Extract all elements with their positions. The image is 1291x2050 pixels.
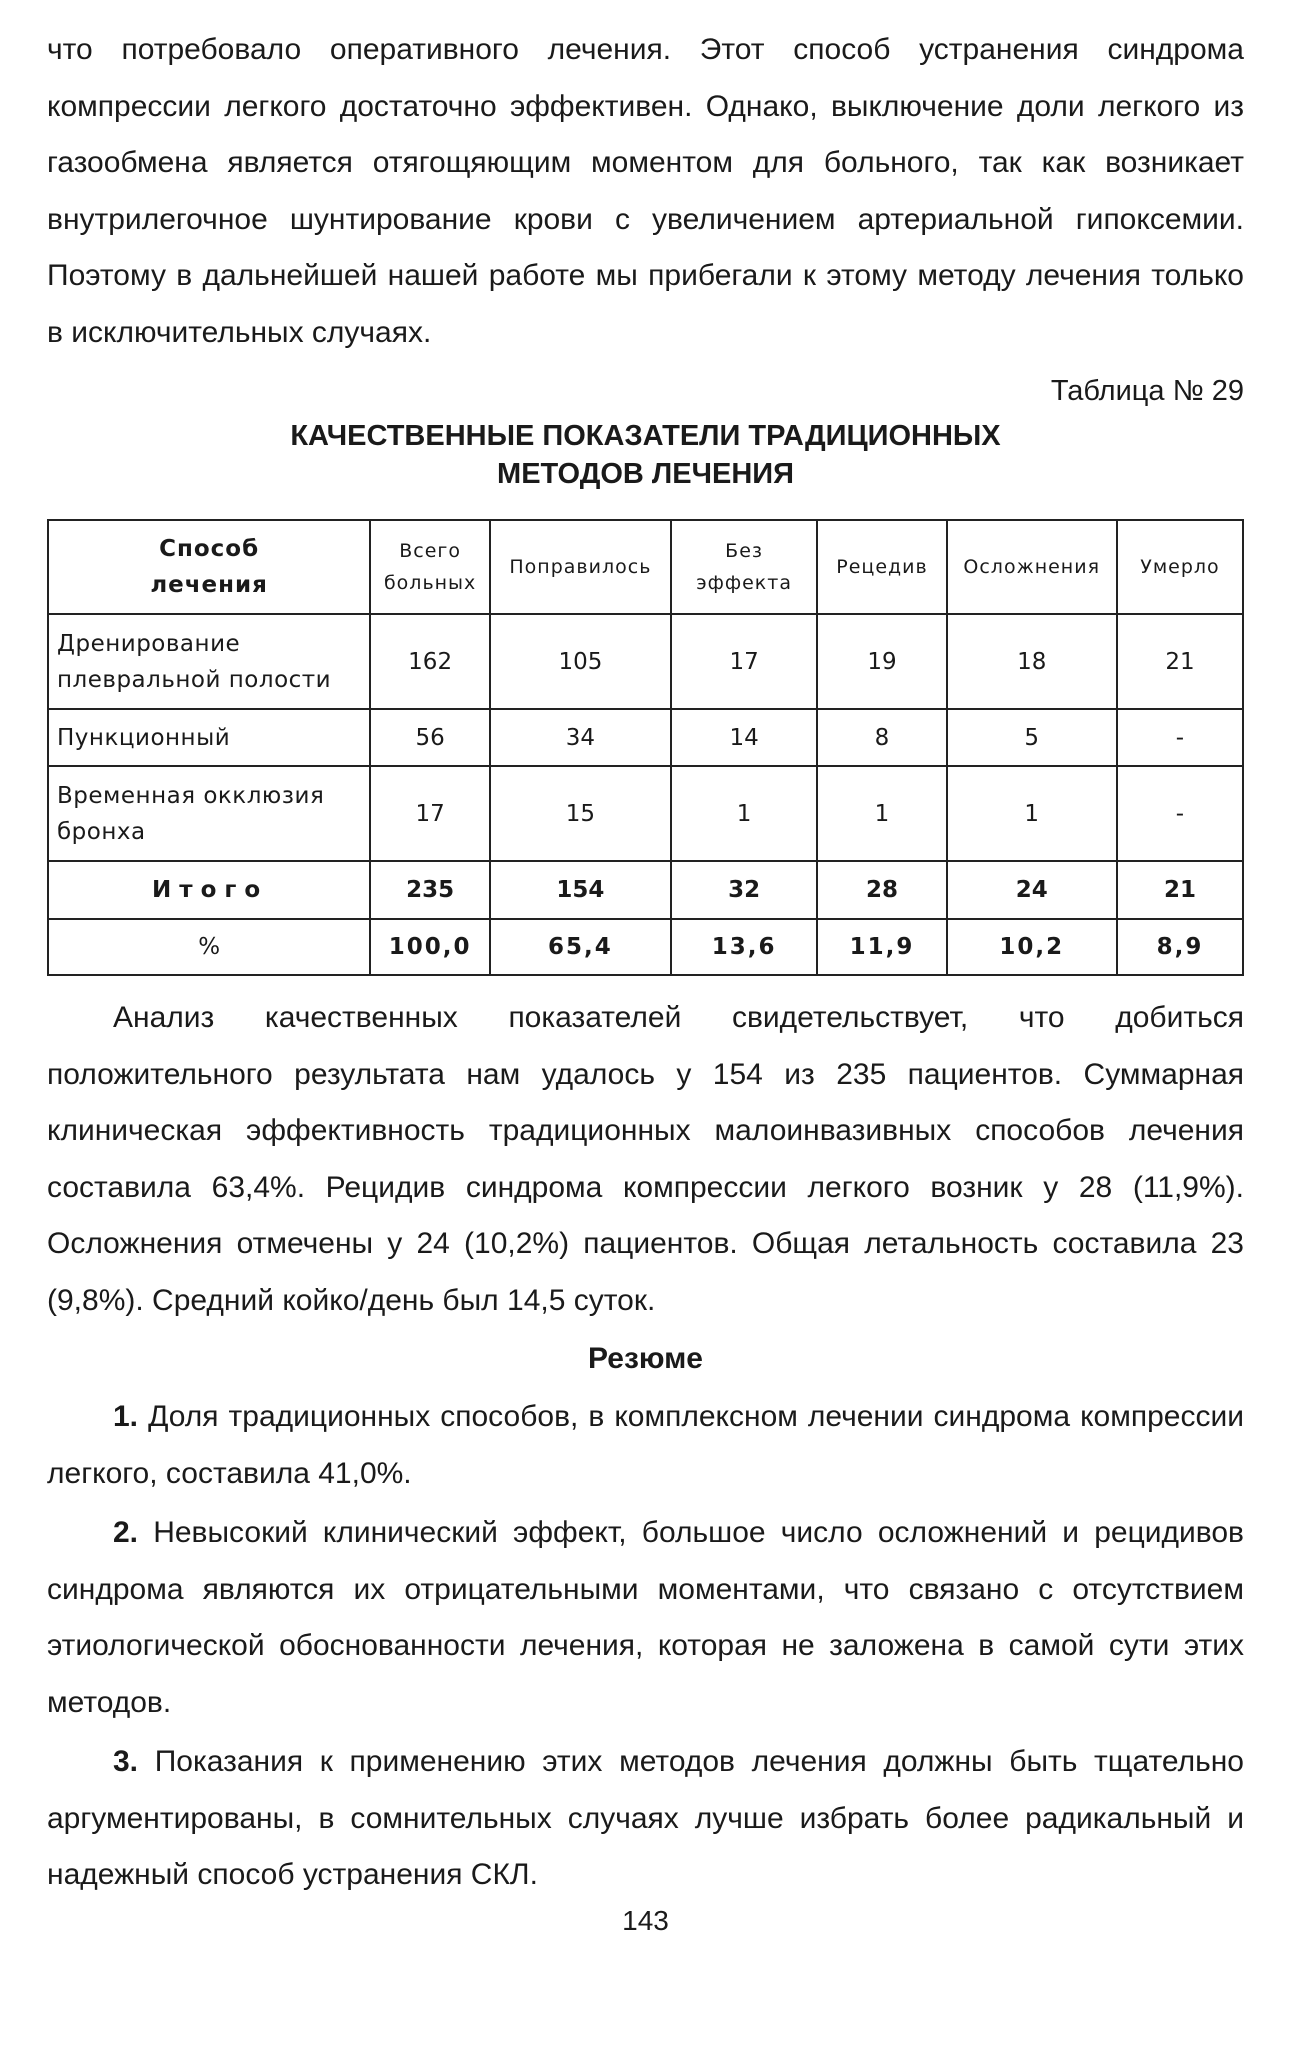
cell-relapse: 8 [817, 709, 946, 766]
cell-complications: 18 [947, 614, 1117, 709]
document-page [47, 22, 1244, 1907]
table-row [48, 766, 1243, 861]
cell-total: 17 [370, 766, 490, 861]
intro-paragraph: что потребовало оперативного лечения. Этот способ устранения синдрома компрессии легкого достаточно эффективен. Однако, выключение доли легкого из газообмена является отягощяющим моментом для больного, так как возникает внутрилегочное шунтирование крови с увеличением артериальной гипоксемии. Поэтому в дальнейшей нашей работе мы прибегали к этому методу лечения только в исключительных случаях. [47, 33, 1244, 349]
cell-relapse: 28 [817, 861, 946, 919]
header-recovered: Поправилось [490, 520, 671, 614]
cell-complications: 24 [947, 861, 1117, 919]
resume-heading: Резюме [588, 1342, 703, 1375]
cell-recovered: 154 [490, 861, 671, 919]
cell-no-effect: 14 [671, 709, 818, 766]
cell-died: - [1117, 709, 1243, 766]
cell-relapse: 1 [817, 766, 946, 861]
resume-item-text: Доля традиционных способов, в комплексном лечении синдрома компрессии легкого, составила 41,0%. [47, 1400, 1244, 1490]
cell-no-effect: 1 [671, 766, 818, 861]
cell-died: - [1117, 766, 1243, 861]
resume-item-number: 1. [113, 1400, 139, 1433]
table-percent-row [48, 919, 1243, 975]
cell-no-effect: 17 [671, 614, 818, 709]
cell-complications: 1 [947, 766, 1117, 861]
row-method-name: Пункционный [48, 709, 370, 766]
cell-total: 100,0 [370, 919, 490, 975]
cell-died: 21 [1117, 614, 1243, 709]
cell-died: 21 [1117, 861, 1243, 919]
resume-item-text: Невысокий клинический эффект, большое число осложнений и рецидивов синдрома являются их отрицательными моментами, что связано с отсутствием этиологической обоснованности лечения, которая не заложена в самой сути этих методов. [47, 1516, 1244, 1719]
cell-recovered: 65,4 [490, 919, 671, 975]
resume-item-2 [47, 1505, 1244, 1731]
table-title-line1: КАЧЕСТВЕННЫЕ ПОКАЗАТЕЛИ ТРАДИЦИОННЫХ [290, 420, 1001, 452]
table-title [47, 417, 1244, 493]
table-total-row [48, 861, 1243, 919]
header-died: Умерло [1117, 520, 1243, 614]
header-method: Способ лечения [48, 520, 370, 614]
cell-recovered: 105 [490, 614, 671, 709]
page-number: 143 [622, 1905, 669, 1936]
resume-item-1 [47, 1389, 1244, 1502]
cell-total: 56 [370, 709, 490, 766]
table-title-line2: МЕТОДОВ ЛЕЧЕНИЯ [497, 458, 794, 490]
cell-recovered: 34 [490, 709, 671, 766]
resume-item-3 [47, 1734, 1244, 1904]
row-method-name: Временная окклюзия бронха [48, 766, 370, 861]
row-method-name: Дренирование плевральной полости [48, 614, 370, 709]
cell-complications: 5 [947, 709, 1117, 766]
cell-no-effect: 13,6 [671, 919, 818, 975]
analysis-paragraph: Анализ качественных показателей свидетельствует, что добиться положительного результата нам удалось у 154 из 235 пациентов. Суммарная клиническая эффективность традиционных малоинвазивных способов лечения составила 63,4%. Рецидив синдрома компрессии легкого возник у 28 (11,9%). Осложнения отмечены у 24 (10,2%) пациентов. Общая летальность составила 23 (9,8%). Средний койко/день был 14,5 суток. [47, 1001, 1244, 1317]
results-table [47, 519, 1244, 976]
cell-died: 8,9 [1117, 919, 1243, 975]
table-row [48, 709, 1243, 766]
resume-item-number: 2. [113, 1516, 139, 1549]
cell-total: 235 [370, 861, 490, 919]
header-total: Всего больных [370, 520, 490, 614]
header-complications: Осложнения [947, 520, 1117, 614]
table-number: Таблица № 29 [1050, 375, 1244, 407]
cell-relapse: 11,9 [817, 919, 946, 975]
total-label: Итого [48, 861, 370, 919]
table-header-row [48, 520, 1243, 614]
cell-complications: 10,2 [947, 919, 1117, 975]
table-row [48, 614, 1243, 709]
cell-total: 162 [370, 614, 490, 709]
cell-no-effect: 32 [671, 861, 818, 919]
resume-item-number: 3. [113, 1745, 139, 1778]
header-no-effect: Без эффекта [671, 520, 818, 614]
percent-label: % [48, 919, 370, 975]
resume-item-text: Показания к применению этих методов лечения должны быть тщательно аргументированы, в сомнительных случаях лучше избрать более радикальный и надежный способ устранения СКЛ. [47, 1745, 1244, 1891]
cell-relapse: 19 [817, 614, 946, 709]
cell-recovered: 15 [490, 766, 671, 861]
header-relapse: Рецедив [817, 520, 946, 614]
